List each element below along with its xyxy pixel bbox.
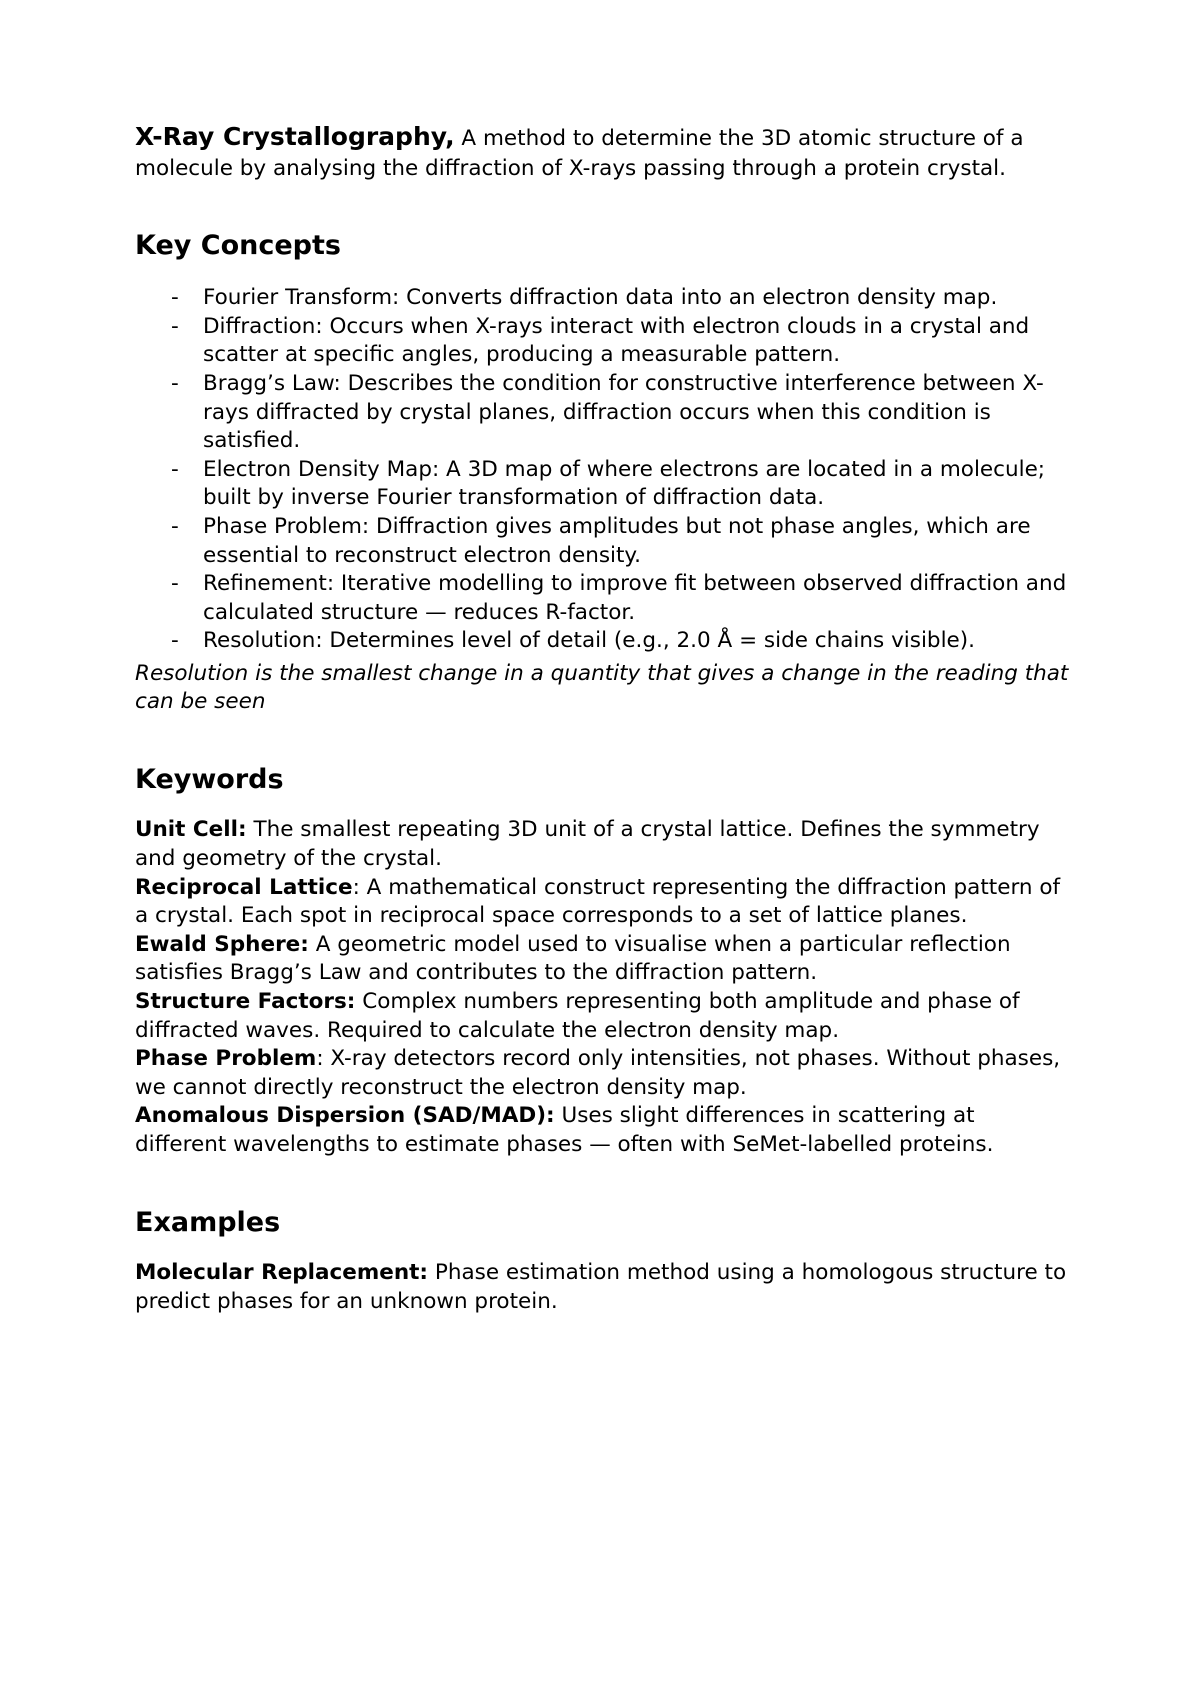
section-heading-examples: Examples — [135, 1206, 281, 1238]
list-item-text: Fourier Transform: Converts diffraction data into an electron density map. — [203, 285, 998, 311]
keyword-text: Uses slight differences in scattering at different wavelengths to estimate phases — often with SeMet-labelled proteins. — [135, 1103, 994, 1157]
keyword-entry — [135, 988, 1070, 1045]
keyword-term: Anomalous Dispersion (SAD/MAD): — [135, 1103, 555, 1129]
section-heading-key-concepts: Key Concepts — [135, 229, 341, 261]
resolution-note: Resolution is the smallest change in a quantity that gives a change in the reading that can be seen — [135, 660, 1069, 715]
bullet-marker: - — [171, 313, 179, 339]
example-text: Phase estimation method using a homologous structure to predict phases for an unknown protein. — [135, 1259, 1067, 1314]
document-title: X-Ray Crystallography, — [135, 122, 455, 151]
list-item — [135, 313, 1070, 370]
keyword-term: Structure Factors: — [135, 989, 356, 1015]
keyword-text: A geometric model used to visualise when a particular reflection satisfies Bragg’s Law and contributes to the diffraction pattern. — [135, 931, 1011, 986]
list-item — [135, 284, 1070, 313]
keyword-text: Complex numbers representing both amplitude and phase of diffracted waves. Required to calculate the electron density map. — [135, 989, 1020, 1043]
keyword-entry — [135, 931, 1070, 988]
section-heading-keywords: Keywords — [135, 764, 284, 796]
document-body — [135, 120, 1070, 1316]
list-item — [135, 370, 1070, 456]
keyword-term: Unit Cell: — [135, 817, 247, 843]
keyword-text: : A mathematical construct representing the diffraction pattern of a crystal. Each spot in reciprocal space corresponds to a set of lattice planes. — [135, 874, 1061, 929]
key-concepts-list — [135, 284, 1070, 656]
keyword-term: Phase Problem — [135, 1046, 317, 1072]
list-item — [135, 513, 1070, 570]
keyword-entry — [135, 816, 1070, 873]
bullet-marker: - — [171, 370, 179, 396]
list-item-text: Diffraction: Occurs when X-rays interact with electron clouds in a crystal and scatter at specific angles, producing a measurable pattern. — [203, 313, 1030, 368]
keyword-entry — [135, 1045, 1070, 1102]
example-term: Molecular Replacement: — [135, 1259, 429, 1285]
keyword-term: Ewald Sphere: — [135, 931, 309, 957]
keywords-block — [135, 816, 1070, 1159]
list-item-text: Resolution: Determines level of detail (e.g., 2.0 Å = side chains visible). — [203, 628, 976, 654]
keyword-entry — [135, 1102, 1070, 1159]
list-item-text: Phase Problem: Diffraction gives amplitudes but not phase angles, which are essential to reconstruct electron density. — [203, 513, 1031, 568]
keyword-text: The smallest repeating 3D unit of a crystal lattice. Defines the symmetry and geometry of the crystal. — [135, 817, 1040, 872]
document-definition: A method to determine the 3D atomic structure of a molecule by analysing the diffraction of X-rays passing through a protein crystal. — [135, 126, 1024, 181]
list-item — [135, 627, 1070, 656]
list-item — [135, 570, 1070, 627]
list-item-text: Electron Density Map: A 3D map of where electrons are located in a molecule; built by inverse Fourier transformation of diffraction data. — [203, 456, 1046, 511]
keyword-entry — [135, 874, 1070, 931]
bullet-marker: - — [171, 285, 179, 311]
bullet-marker: - — [171, 513, 179, 539]
keyword-text: : X-ray detectors record only intensities, not phases. Without phases, we cannot directly reconstruct the electron density map. — [135, 1046, 1061, 1100]
list-item-text: Bragg’s Law: Describes the condition for constructive interference between X-rays diffracted by crystal planes, diffraction occurs when this condition is satisfied. — [203, 370, 1044, 454]
example-entry — [135, 1259, 1070, 1316]
examples-block — [135, 1259, 1070, 1316]
intro-paragraph — [135, 120, 1070, 183]
bullet-marker: - — [171, 628, 179, 654]
list-item-text: Refinement: Iterative modelling to improve fit between observed diffraction and calculated structure — reduces R-factor. — [203, 571, 1067, 625]
bullet-marker: - — [171, 456, 179, 482]
bullet-marker: - — [171, 571, 179, 597]
keyword-term: Reciprocal Lattice — [135, 874, 353, 900]
list-item — [135, 456, 1070, 513]
